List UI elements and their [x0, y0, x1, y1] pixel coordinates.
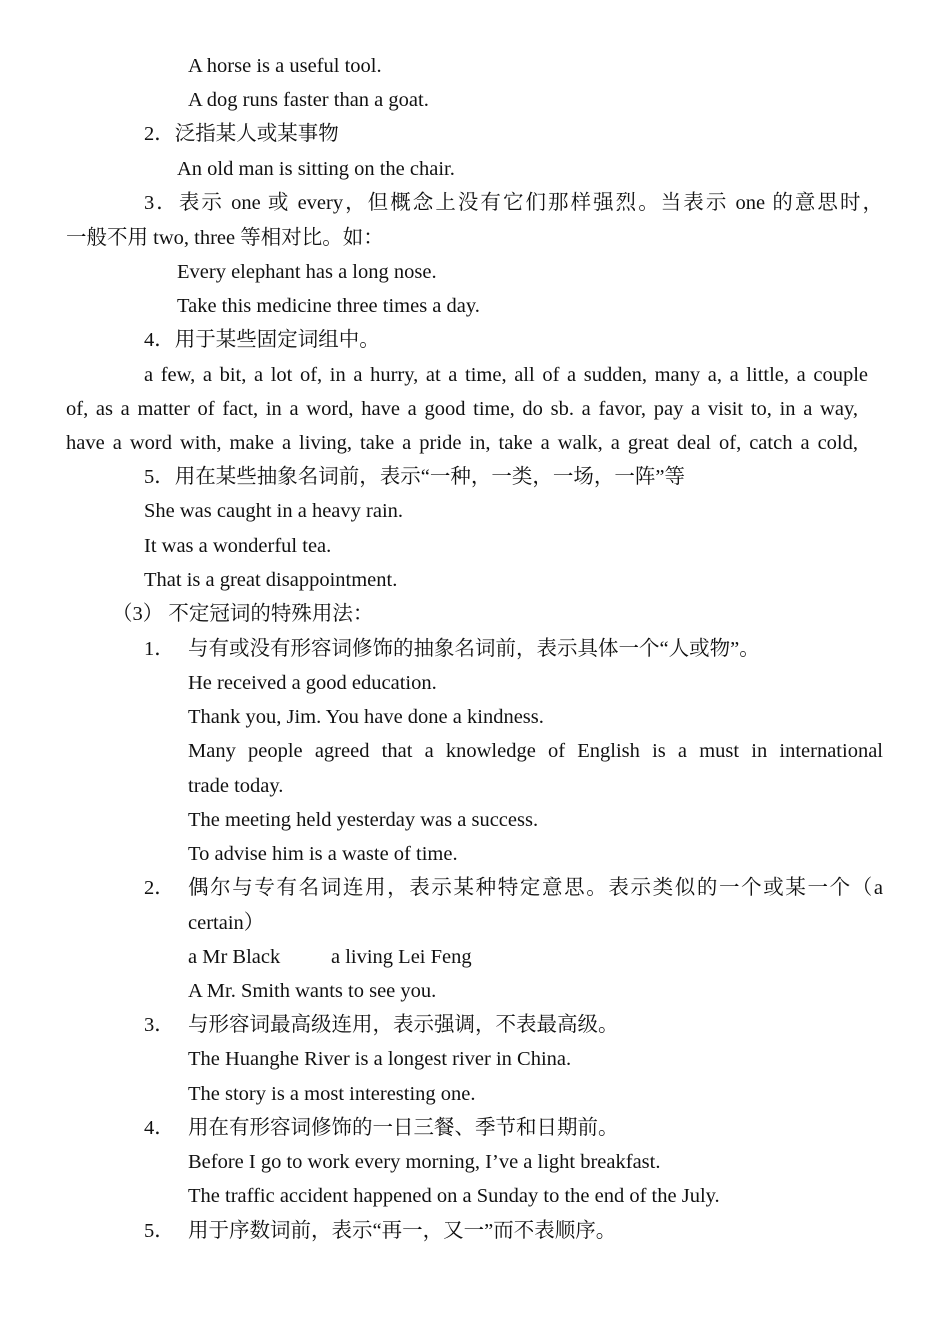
example-sentence: It was a wonderful tea.	[144, 535, 332, 557]
example-sentence: Every elephant has a long nose.	[177, 261, 437, 283]
example-phrase: a living Lei Feng	[331, 946, 472, 968]
phrase-list: have a word with, make a living, take a pride in, take a walk, a great deal of, catch a cold,	[66, 432, 858, 454]
example-sentence: The traffic accident happened on a Sunday to the end of the July.	[188, 1185, 720, 1207]
rule-heading: 5．用在某些抽象名词前，表示“一种，一类，一场，一阵”等	[144, 466, 685, 488]
rule-continuation: 一般不用 two, three 等相对比。如：	[66, 227, 384, 249]
example-sentence: He received a good education.	[188, 672, 437, 694]
item-number: 4．	[144, 1117, 175, 1139]
rule-continuation: certain）	[188, 912, 265, 934]
example-sentence: That is a great disappointment.	[144, 569, 398, 591]
example-sentence: Before I go to work every morning, I’ve a light breakfast.	[188, 1151, 661, 1173]
rule-heading: 用在有形容词修饰的一日三餐、季节和日期前。	[188, 1117, 619, 1139]
rule-heading: 与有或没有形容词修饰的抽象名词前，表示具体一个“人或物”。	[188, 638, 760, 660]
example-sentence: She was caught in a heavy rain.	[144, 500, 404, 522]
item-number: 2．	[144, 877, 175, 899]
example-sentence: To advise him is a waste of time.	[188, 843, 458, 865]
example-sentence: Take this medicine three times a day.	[177, 295, 480, 317]
item-number: 5．	[144, 1220, 175, 1242]
example-sentence: Many people agreed that a knowledge of English is a must in international	[188, 740, 883, 762]
rule-heading: 偶尔与专有名词连用，表示某种特定意思。表示类似的一个或某一个（a	[188, 877, 883, 899]
example-sentence: Thank you, Jim. You have done a kindness.	[188, 706, 544, 728]
item-number: 1．	[144, 638, 175, 660]
example-sentence: The Huanghe River is a longest river in China.	[188, 1048, 572, 1070]
example-sentence: trade today.	[188, 775, 284, 797]
section-heading: （3） 不定冠词的特殊用法：	[112, 603, 374, 625]
rule-heading: 2．泛指某人或某事物	[144, 123, 339, 145]
rule-heading: 用于序数词前，表示“再一，又一”而不表顺序。	[188, 1220, 617, 1242]
phrase-list: a few, a bit, a lot of, in a hurry, at a time, all of a sudden, many a, a little, a couple	[144, 364, 868, 386]
example-sentence: The story is a most interesting one.	[188, 1083, 476, 1105]
example-sentence: The meeting held yesterday was a success.	[188, 809, 539, 831]
rule-heading: 3．表示 one 或 every，但概念上没有它们那样强烈。当表示 one 的意思时，	[144, 192, 883, 214]
example-sentence: A Mr. Smith wants to see you.	[188, 980, 437, 1002]
rule-heading: 4．用于某些固定词组中。	[144, 329, 380, 351]
example-phrase: a Mr Black	[188, 946, 281, 968]
item-number: 3．	[144, 1014, 175, 1036]
rule-heading: 与形容词最高级连用，表示强调，不表最高级。	[188, 1014, 619, 1036]
example-sentence: A dog runs faster than a goat.	[188, 89, 429, 111]
example-sentence: A horse is a useful tool.	[188, 55, 382, 77]
phrase-list: of, as a matter of fact, in a word, have a good time, do sb. a favor, pay a visit to, in a way,	[66, 398, 858, 420]
example-sentence: An old man is sitting on the chair.	[177, 158, 455, 180]
